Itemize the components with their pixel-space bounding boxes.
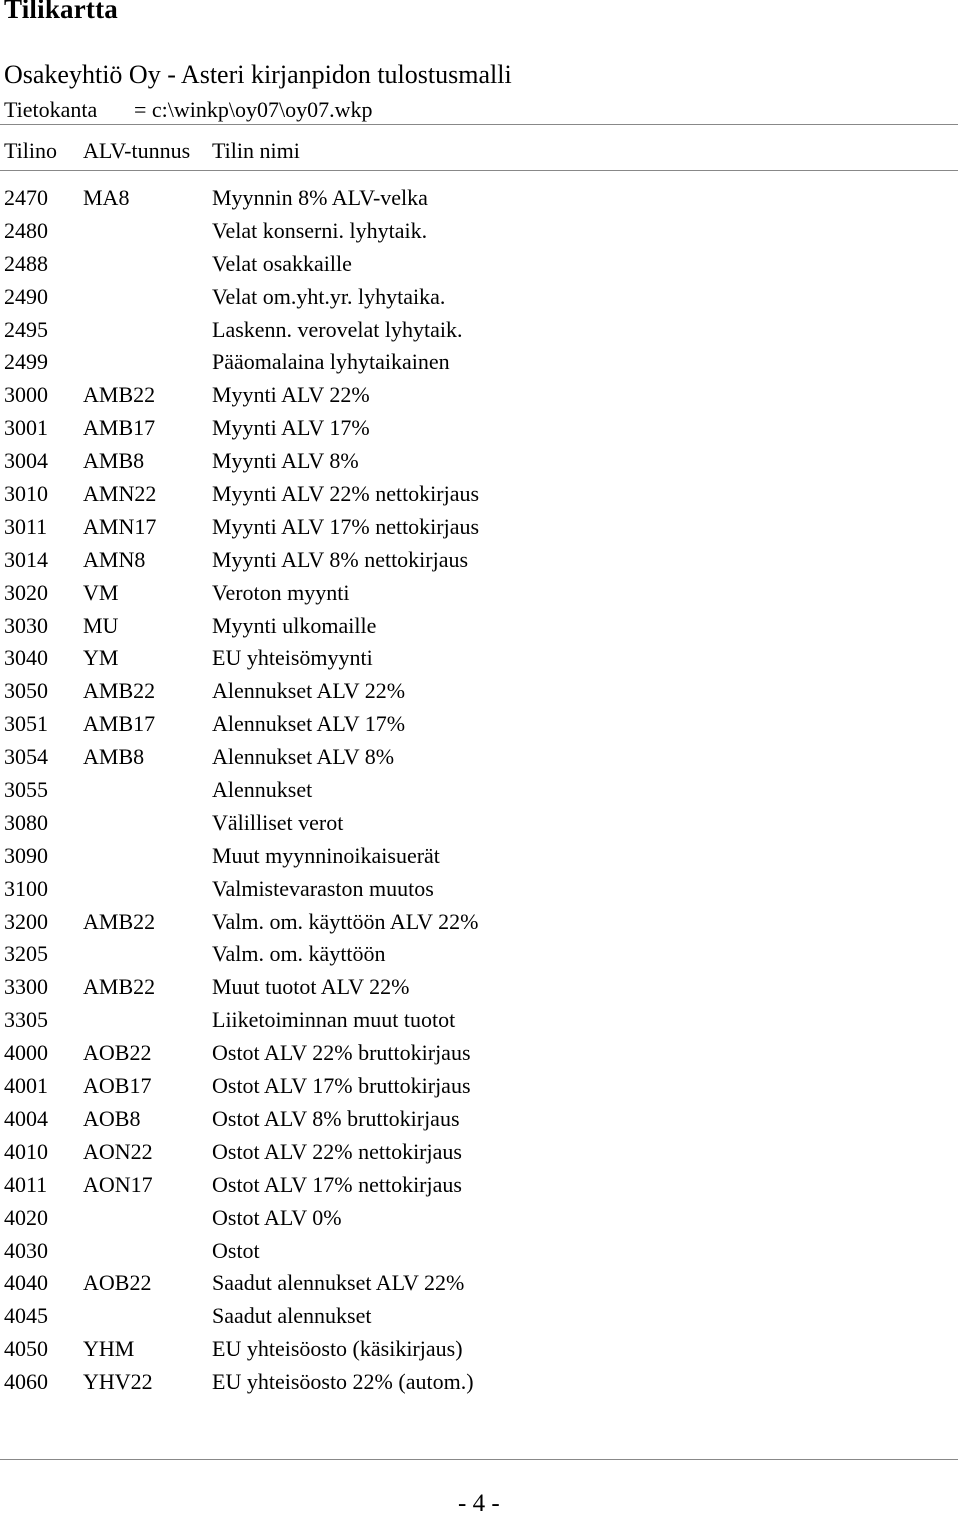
table-row [0, 642, 960, 675]
account-name: Ostot ALV 17% bruttokirjaus [212, 1073, 471, 1099]
table-row [0, 1235, 960, 1268]
account-name: Alennukset ALV 8% [212, 744, 395, 770]
account-number: 3020 [4, 579, 48, 605]
account-name: Alennukset [212, 777, 313, 803]
account-number: 3001 [4, 415, 48, 441]
vat-code: AMN22 [83, 481, 157, 507]
account-number: 4020 [4, 1204, 48, 1230]
account-name: Valm. om. käyttöön ALV 22% [212, 908, 479, 934]
vat-code: AMB8 [83, 448, 145, 474]
account-name: Ostot ALV 17% nettokirjaus [212, 1171, 462, 1197]
table-row [0, 610, 960, 643]
account-number: 2495 [4, 316, 48, 342]
account-number: 3205 [4, 941, 48, 967]
database-label: Tietokanta [4, 97, 98, 122]
table-row [0, 281, 960, 314]
table-row [0, 1103, 960, 1136]
table-row [0, 741, 960, 774]
account-number: 3050 [4, 678, 48, 704]
vat-code: AMN17 [83, 513, 157, 539]
table-row [0, 511, 960, 544]
vat-code: AMB8 [83, 744, 145, 770]
account-number: 3004 [4, 448, 48, 474]
account-name: Velat konserni. lyhytaik. [212, 217, 428, 243]
page-number: - 4 - [458, 1490, 500, 1517]
account-number: 3200 [4, 908, 48, 934]
account-name: Muut myynninoikaisuerät [212, 842, 440, 868]
account-name: Valm. om. käyttöön [212, 941, 386, 967]
database-path: = c:\winkp\oy07\oy07.wkp [134, 97, 373, 122]
account-name: Ostot ALV 22% bruttokirjaus [212, 1040, 471, 1066]
account-name: Velat osakkaille [212, 250, 352, 276]
account-name: Välilliset verot [212, 809, 344, 835]
account-number: 4010 [4, 1138, 48, 1164]
table-row [0, 346, 960, 379]
vat-code: MU [83, 612, 119, 638]
table-row [0, 1366, 960, 1399]
account-name: Myynti ALV 22% nettokirjaus [212, 481, 480, 507]
table-row [0, 840, 960, 873]
vat-code: VM [83, 579, 119, 605]
table-row [0, 544, 960, 577]
table-row [0, 1169, 960, 1202]
account-name: Ostot [212, 1237, 260, 1263]
table-row [0, 1004, 960, 1037]
account-number: 3080 [4, 809, 48, 835]
vat-code: AOB8 [83, 1105, 141, 1131]
table-row [0, 807, 960, 840]
account-number: 4060 [4, 1369, 48, 1395]
vat-code: AOB22 [83, 1270, 152, 1296]
account-name: Ostot ALV 8% bruttokirjaus [212, 1105, 460, 1131]
account-number: 4030 [4, 1237, 48, 1263]
account-name: Myynti ALV 17% nettokirjaus [212, 513, 480, 539]
account-name: EU yhteisömyynti [212, 645, 373, 671]
vat-code: AMB22 [83, 382, 156, 408]
account-number: 3040 [4, 645, 48, 671]
table-row [0, 248, 960, 281]
account-name: Myynti ALV 8% nettokirjaus [212, 546, 469, 572]
account-number: 3010 [4, 481, 48, 507]
account-name: Myynti ALV 8% [212, 448, 359, 474]
vat-code: AMB22 [83, 974, 156, 1000]
table-row [0, 1333, 960, 1366]
table-row [0, 314, 960, 347]
account-number: 2490 [4, 283, 48, 309]
page-title: Tilikartta [4, 0, 119, 24]
account-number: 3014 [4, 546, 48, 572]
vat-code: AON22 [83, 1138, 153, 1164]
vat-code: YHV22 [83, 1369, 153, 1395]
account-name: Liiketoiminnan muut tuotot [212, 1007, 456, 1033]
account-name: EU yhteisöosto (käsikirjaus) [212, 1336, 463, 1362]
table-row [0, 873, 960, 906]
table-row [0, 906, 960, 939]
account-number: 2488 [4, 250, 48, 276]
account-number: 4040 [4, 1270, 48, 1296]
account-number: 4000 [4, 1040, 48, 1066]
account-name: Myynti ALV 17% [212, 415, 370, 441]
account-number: 3054 [4, 744, 48, 770]
account-name: Alennukset ALV 22% [212, 678, 406, 704]
account-name: Laskenn. verovelat lyhytaik. [212, 316, 463, 342]
table-row [0, 774, 960, 807]
account-number: 2480 [4, 217, 48, 243]
account-number: 3300 [4, 974, 48, 1000]
account-number: 2499 [4, 349, 48, 375]
table-row [0, 1202, 960, 1235]
account-number: 3055 [4, 777, 48, 803]
vat-code: AOB22 [83, 1040, 152, 1066]
vat-code: AMB22 [83, 678, 156, 704]
column-header-account-name: Tilin nimi [212, 138, 300, 163]
vat-code: AMB17 [83, 711, 156, 737]
account-name: EU yhteisöosto 22% (autom.) [212, 1369, 474, 1395]
account-name: Pääomalaina lyhytaikainen [212, 349, 450, 375]
table-row [0, 215, 960, 248]
account-name: Alennukset ALV 17% [212, 711, 406, 737]
vat-code: YM [83, 645, 119, 671]
divider [0, 170, 958, 171]
vat-code: AMN8 [83, 546, 146, 572]
account-name: Velat om.yht.yr. lyhytaika. [212, 283, 446, 309]
vat-code: YHM [83, 1336, 135, 1362]
table-row [0, 1136, 960, 1169]
account-number: 3090 [4, 842, 48, 868]
account-name: Myynnin 8% ALV-velka [212, 185, 428, 210]
table-row [0, 708, 960, 741]
account-name: Myynti ulkomaille [212, 612, 377, 638]
table-row [0, 938, 960, 971]
account-name: Ostot ALV 22% nettokirjaus [212, 1138, 462, 1164]
account-name: Myynti ALV 22% [212, 382, 370, 408]
account-number: 3011 [4, 513, 48, 539]
divider [0, 124, 958, 125]
company-subtitle: Osakeyhtiö Oy - Asteri kirjanpidon tulostusmalli [4, 60, 512, 89]
account-number: 3030 [4, 612, 48, 638]
account-name: Veroton myynti [212, 579, 350, 605]
table-row [0, 577, 960, 610]
table-row [0, 379, 960, 412]
table-row [0, 1300, 960, 1333]
account-name: Ostot ALV 0% [212, 1204, 342, 1230]
table-row [0, 445, 960, 478]
vat-code: AMB22 [83, 908, 156, 934]
account-number: 3051 [4, 711, 48, 737]
account-number: 4004 [4, 1105, 48, 1131]
column-header-vat-code: ALV-tunnus [83, 138, 191, 163]
account-number: 2470 [4, 185, 48, 210]
table-row [0, 971, 960, 1004]
vat-code: AON17 [83, 1171, 153, 1197]
account-number: 3100 [4, 875, 48, 901]
account-name: Saadut alennukset ALV 22% [212, 1270, 465, 1296]
vat-code: AMB17 [83, 415, 156, 441]
table-row [0, 1070, 960, 1103]
footer-divider [0, 1459, 958, 1460]
account-name: Muut tuotot ALV 22% [212, 974, 410, 1000]
account-number: 3305 [4, 1007, 48, 1033]
account-number: 4045 [4, 1303, 48, 1329]
account-name: Saadut alennukset [212, 1303, 372, 1329]
account-number: 3000 [4, 382, 48, 408]
account-table [0, 182, 960, 1399]
table-row [0, 478, 960, 511]
table-row [0, 182, 960, 215]
account-number: 4001 [4, 1073, 48, 1099]
account-number: 4011 [4, 1171, 48, 1197]
account-name: Valmistevaraston muutos [212, 875, 434, 901]
vat-code: MA8 [83, 185, 130, 210]
table-row [0, 1037, 960, 1070]
column-header-account-number: Tilino [4, 138, 58, 163]
vat-code: AOB17 [83, 1073, 152, 1099]
table-row [0, 412, 960, 445]
account-number: 4050 [4, 1336, 48, 1362]
table-row [0, 675, 960, 708]
table-row [0, 1267, 960, 1300]
